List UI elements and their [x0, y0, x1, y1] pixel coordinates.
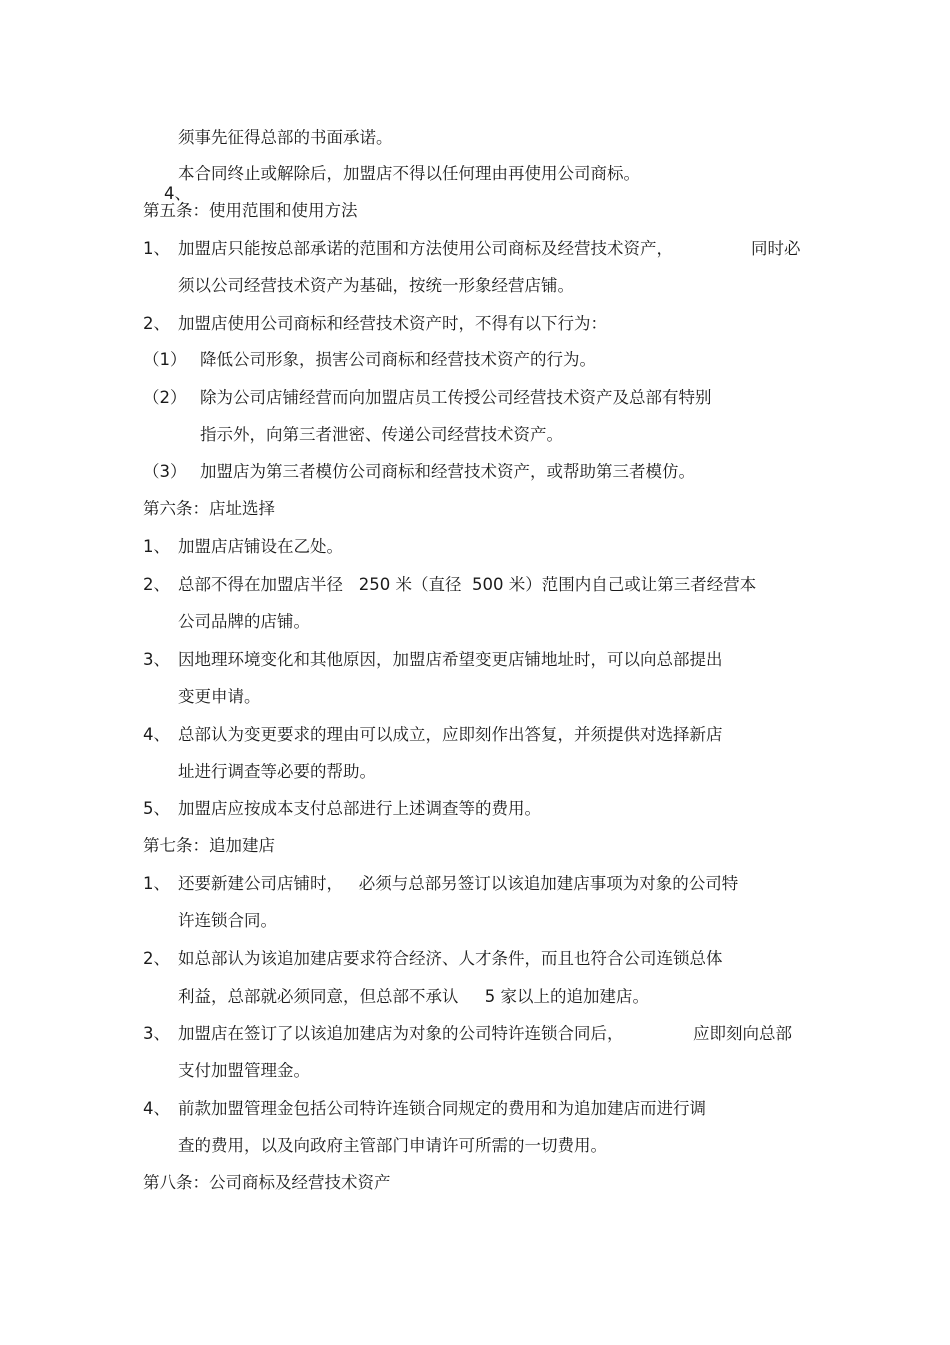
text-line: 加盟店应按成本支付总部进行上述调查等的费用。: [178, 799, 541, 818]
article-heading: 第五条：使用范围和使用方法: [143, 201, 358, 220]
item-number: 1、: [143, 239, 170, 258]
text-line-tail: 应即刻向总部: [693, 1024, 792, 1043]
item-number: （3）: [143, 462, 187, 481]
item-number: 4、: [143, 725, 170, 744]
item-number: （2）: [143, 388, 187, 407]
article-heading: 第六条：店址选择: [143, 499, 275, 518]
text-line: 因地理环境变化和其他原因，加盟店希望变更店铺地址时，可以向总部提出: [178, 650, 723, 669]
item-number: （1）: [143, 350, 187, 369]
text-line: 支付加盟管理金。: [178, 1061, 310, 1080]
text-line: 前款加盟管理金包括公司特许连锁合同规定的费用和为追加建店而进行调: [178, 1099, 706, 1118]
item-number: 1、: [143, 537, 170, 556]
item-number: 4、: [163, 184, 191, 203]
item-number: 3、: [143, 650, 170, 669]
item-number: 2、: [143, 314, 170, 333]
text-line: 查的费用，以及向政府主管部门申请许可所需的一切费用。: [178, 1136, 607, 1155]
article-heading: 第七条：追加建店: [143, 836, 275, 855]
item-number: 2、: [143, 949, 170, 968]
article-heading: 第八条：公司商标及经营技术资产: [143, 1173, 391, 1192]
text-line: 除为公司店铺经营而向加盟店员工传授公司经营技术资产及总部有特别: [200, 388, 712, 407]
text-line: 本合同终止或解除后，加盟店不得以任何理由再使用公司商标。: [178, 164, 640, 183]
text-line: 变更申请。: [178, 687, 261, 706]
text-line: 加盟店为第三者模仿公司商标和经营技术资产，或帮助第三者模仿。: [200, 462, 695, 481]
text-line-tail: 同时必: [751, 239, 801, 258]
text-line: 加盟店只能按总部承诺的范围和方法使用公司商标及经营技术资产，: [178, 239, 673, 258]
text-line: 如总部认为该追加建店要求符合经济、人才条件，而且也符合公司连锁总体: [178, 949, 723, 968]
text-line: 须以公司经营技术资产为基础，按统一形象经营店铺。: [178, 276, 574, 295]
text-line: 指示外，向第三者泄密、传递公司经营技术资产。: [200, 425, 563, 444]
text-line: 许连锁合同。: [178, 911, 277, 930]
item-number: 3、: [143, 1024, 170, 1043]
text-line: 须事先征得总部的书面承诺。: [178, 128, 393, 147]
text-line: 加盟店店铺设在乙处。: [178, 537, 343, 556]
text-line: 址进行调查等必要的帮助。: [178, 762, 376, 781]
item-number: 2、: [143, 575, 170, 594]
text-line: 总部认为变更要求的理由可以成立，应即刻作出答复，并须提供对选择新店: [178, 725, 723, 744]
text-line: 加盟店使用公司商标和经营技术资产时，不得有以下行为：: [178, 314, 607, 333]
text-line: 利益，总部就必须同意，但总部不承认 5 家以上的追加建店。: [178, 987, 649, 1006]
item-number: 4、: [143, 1099, 170, 1118]
text-line: 加盟店在签订了以该追加建店为对象的公司特许连锁合同后，: [178, 1024, 624, 1043]
text-line: 总部不得在加盟店半径 250 米（直径 500 米）范围内自己或让第三者经营本: [178, 575, 757, 594]
text-line: 还要新建公司店铺时， 必须与总部另签订以该追加建店事项为对象的公司特: [178, 874, 739, 893]
item-number: 1、: [143, 874, 170, 893]
item-number: 5、: [143, 799, 170, 818]
text-line: 公司品牌的店铺。: [178, 612, 310, 631]
text-line: 降低公司形象，损害公司商标和经营技术资产的行为。: [200, 350, 596, 369]
